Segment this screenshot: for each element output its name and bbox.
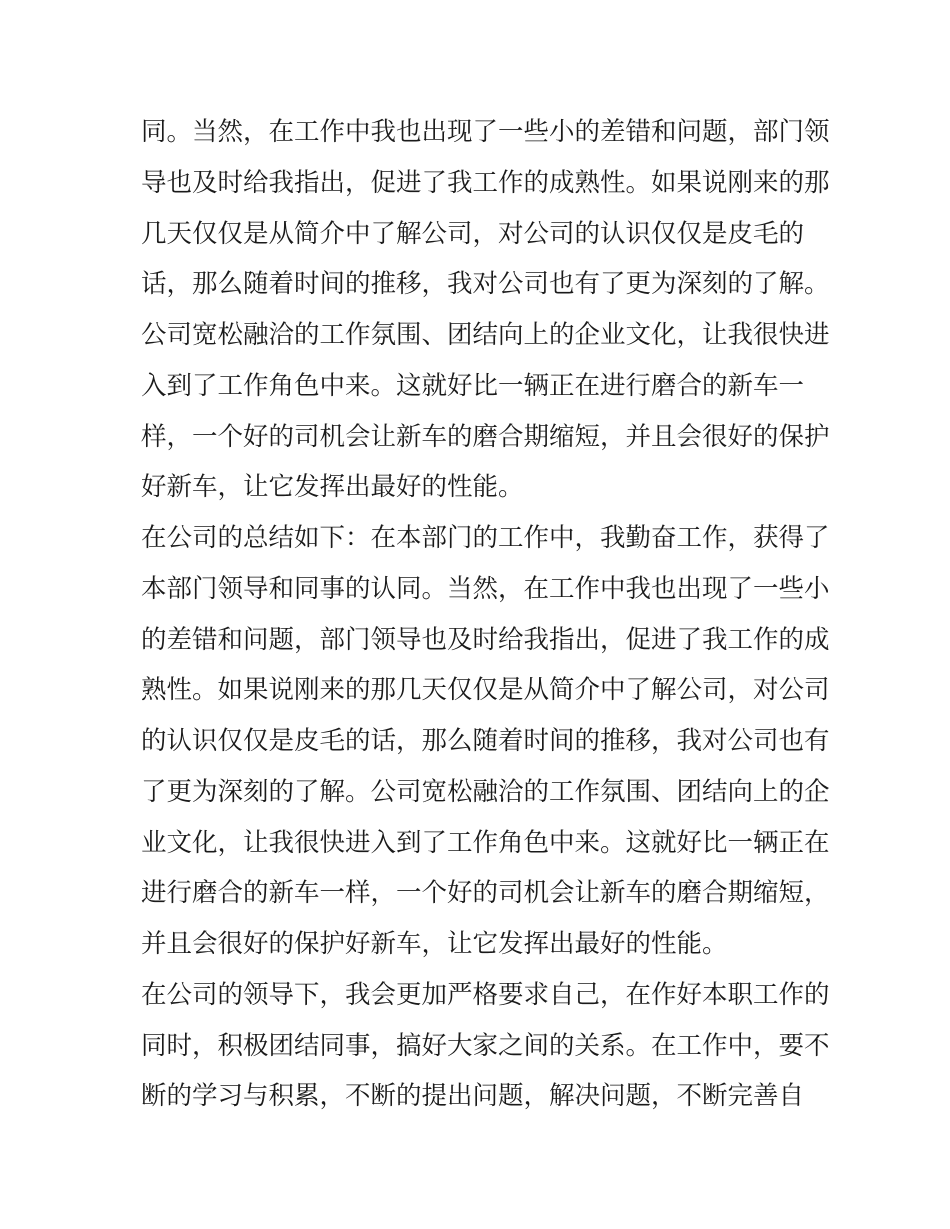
text-line: 了更为深刻的了解。公司宽松融洽的工作氛围、团结向上的企 <box>141 776 830 807</box>
text-line: 同时，积极团结同事，搞好大家之间的关系。在工作中，要不 <box>141 1030 830 1061</box>
text-line: 的差错和问题，部门领导也及时给我指出，促进了我工作的成 <box>141 624 830 655</box>
text-line: 公司宽松融洽的工作氛围、团结向上的企业文化，让我很快进 <box>141 320 830 350</box>
text-line: 几天仅仅是从简介中了解公司，对公司的认识仅仅是皮毛的 <box>141 218 805 249</box>
text-line: 熟性。如果说刚来的那几天仅仅是从简介中了解公司，对公司 <box>141 675 830 706</box>
text-line: 的认识仅仅是皮毛的话，那么随着时间的推移，我对公司也有 <box>141 726 830 756</box>
text-line: 本部门领导和同事的认同。当然，在工作中我也出现了一些小 <box>141 573 830 604</box>
text-line: 在公司的总结如下：在本部门的工作中，我勤奋工作，获得了 <box>141 523 830 553</box>
text-line: 并且会很好的保护好新车，让它发挥出最好的性能。 <box>141 929 728 959</box>
document-body-text <box>141 107 830 1122</box>
text-line: 样，一个好的司机会让新车的磨合期缩短，并且会很好的保护 <box>141 421 830 452</box>
text-line: 业文化，让我很快进入到了工作角色中来。这就好比一辆正在 <box>141 827 830 858</box>
text-line: 话，那么随着时间的推移，我对公司也有了更为深刻的了解。 <box>141 269 830 300</box>
text-line: 导也及时给我指出，促进了我工作的成熟性。如果说刚来的那 <box>141 167 830 198</box>
text-line: 好新车，让它发挥出最好的性能。 <box>141 472 524 503</box>
text-line: 入到了工作角色中来。这就好比一辆正在进行磨合的新车一 <box>141 370 805 401</box>
text-line: 进行磨合的新车一样，一个好的司机会让新车的磨合期缩短， <box>141 878 830 909</box>
text-line: 同。当然，在工作中我也出现了一些小的差错和问题，部门领 <box>141 117 830 147</box>
text-line: 在公司的领导下，我会更加严格要求自己，在作好本职工作的 <box>141 979 830 1010</box>
text-line: 断的学习与积累，不断的提出问题，解决问题，不断完善自 <box>141 1081 805 1112</box>
